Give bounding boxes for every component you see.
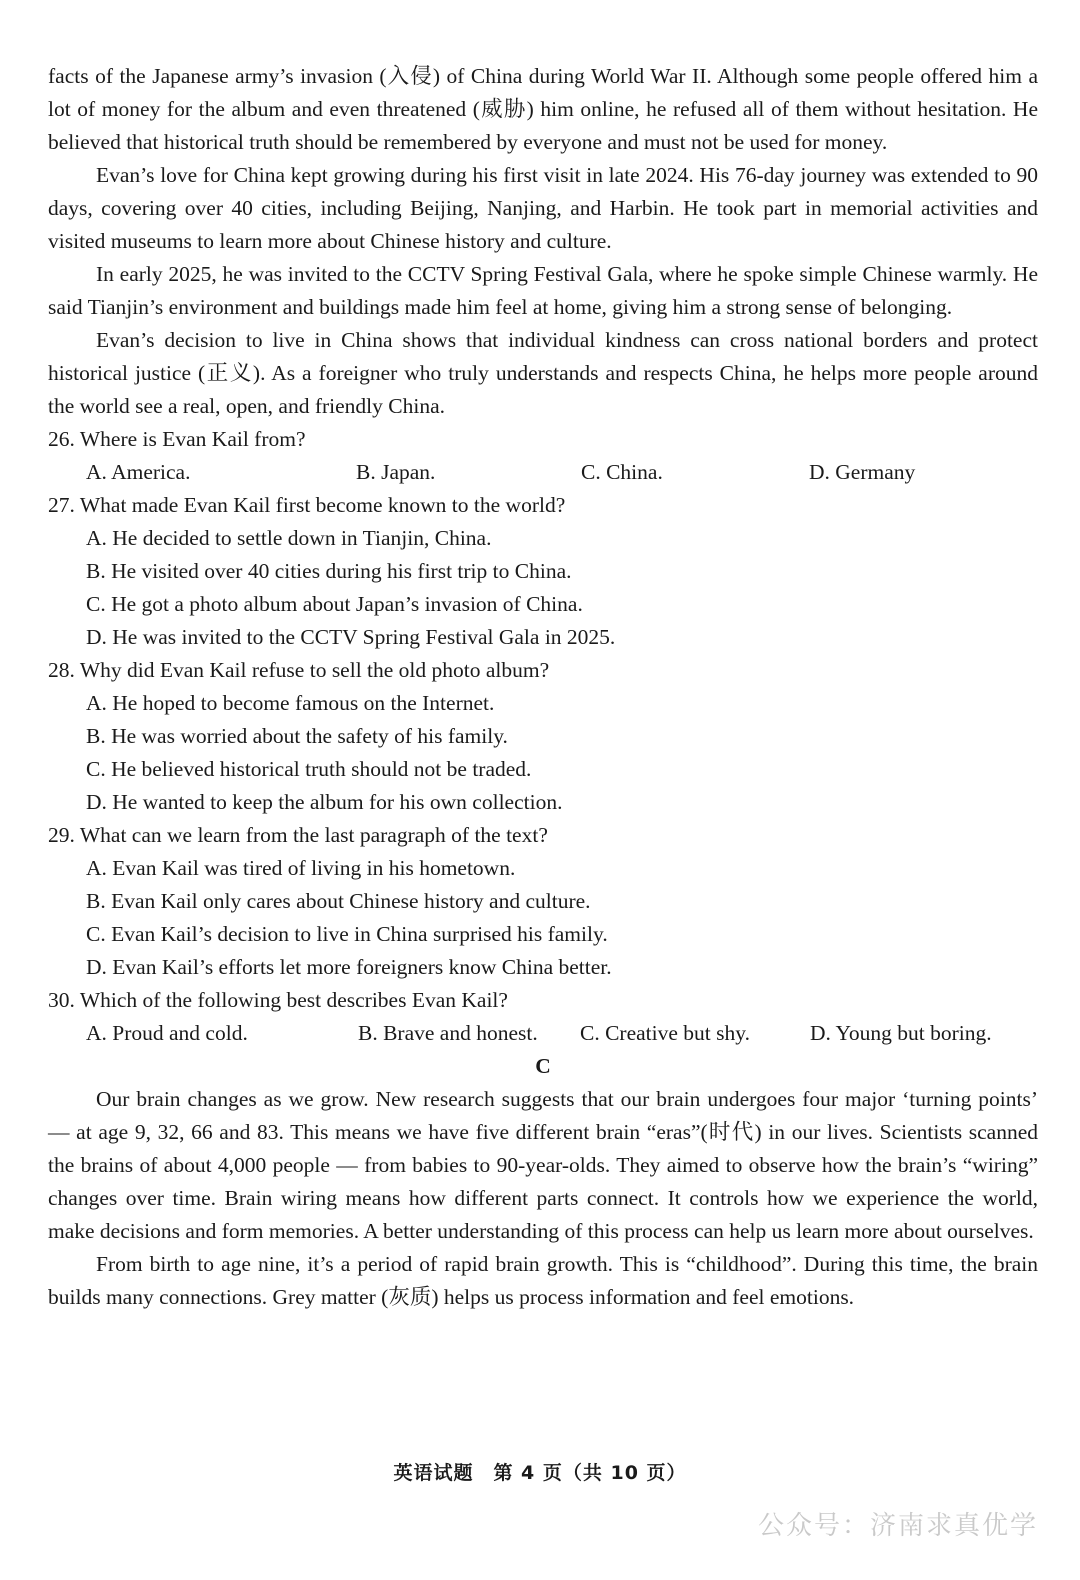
question-26-stem: 26. Where is Evan Kail from? (48, 427, 306, 451)
passage-b-paragraph-2: Evan’s love for China kept growing during his first visit in late 2024. His 76-day journey was extended to 90 days, covering over 40 cities, including Beijing, Nanjing, and Harbin. He took part in memorial activities and visited museums to learn more about Chinese history and culture. (48, 163, 1038, 253)
question-27-option-d: D. He was invited to the CCTV Spring Festival Gala in 2025. (86, 625, 616, 649)
question-29-option-c: C. Evan Kail’s decision to live in China surprised his family. (86, 922, 608, 946)
question-28-stem: 28. Why did Evan Kail refuse to sell the old photo album? (48, 658, 550, 682)
passage-c-paragraph-2: From birth to age nine, it’s a period of rapid brain growth. This is “childhood”. During this time, the brain builds many connections. Grey matter (灰质) helps us process information and feel emotions. (48, 1252, 1038, 1309)
question-28-option-c: C. He believed historical truth should not be traded. (86, 757, 532, 781)
passage-b-paragraph-1: facts of the Japanese army’s invasion (入侵) of China during World War II. Although some people offered him a lot of money for the album and even threatened (威胁) him online, he refused all of them without hesitation. He believed that historical truth should be remembered by everyone and must not be used for money. (48, 64, 1038, 154)
question-28-option-a: A. He hoped to become famous on the Internet. (86, 691, 495, 715)
question-28-option-b: B. He was worried about the safety of his family. (86, 724, 508, 748)
question-29-option-d: D. Evan Kail’s efforts let more foreigners know China better. (86, 955, 612, 979)
question-26-option-d: D. Germany (809, 460, 916, 484)
question-27-stem: 27. What made Evan Kail first become known to the world? (48, 493, 566, 517)
passage-b-paragraph-3: In early 2025, he was invited to the CCTV Spring Festival Gala, where he spoke simple Chinese warmly. He said Tianjin’s environment and buildings made him feel at home, giving him a strong sense of belonging. (48, 262, 1038, 319)
question-27-option-b: B. He visited over 40 cities during his first trip to China. (86, 559, 572, 583)
page-footer: 英语试题 第 4 页（共 10 页） (393, 1462, 687, 1484)
passage-c-heading: C (535, 1054, 551, 1078)
passage-b-paragraph-4: Evan’s decision to live in China shows that individual kindness can cross national borders and protect historical justice (正义). As a foreigner who truly understands and respects China, he helps more people around the world see a real, open, and friendly China. (48, 328, 1038, 418)
question-26-option-a: A. America. (86, 460, 191, 484)
question-27-option-a: A. He decided to settle down in Tianjin, China. (86, 526, 492, 550)
question-30-options (86, 1017, 1038, 1050)
question-30-option-a: A. Proud and cold. (86, 1021, 248, 1045)
question-30-option-c: C. Creative but shy. (580, 1021, 750, 1045)
question-28-option-d: D. He wanted to keep the album for his own collection. (86, 790, 563, 814)
question-26-option-c: C. China. (581, 460, 663, 484)
question-30-option-b: B. Brave and honest. (358, 1021, 538, 1045)
question-30-stem: 30. Which of the following best describes Evan Kail? (48, 988, 508, 1012)
question-29-option-a: A. Evan Kail was tired of living in his hometown. (86, 856, 516, 880)
passage-c-paragraph-1: Our brain changes as we grow. New research suggests that our brain undergoes four major ‘turning points’ — at age 9, 32, 66 and 83. This means we have five different brain “eras”(时代) in our lives. Scientists scanned the brains of about 4,000 people — from babies to 90-year-olds. They aimed to observe how the brain’s “wiring” changes over time. Brain wiring means how different parts connect. It controls how we experience the world, make decisions and form memories. A better understanding of this process can help us learn more about ourselves. (48, 1087, 1038, 1243)
question-30-option-d: D. Young but boring. (810, 1021, 992, 1045)
question-27-option-c: C. He got a photo album about Japan’s invasion of China. (86, 592, 583, 616)
question-26-options (86, 456, 1038, 489)
question-29-stem: 29. What can we learn from the last paragraph of the text? (48, 823, 548, 847)
question-26-option-b: B. Japan. (356, 460, 436, 484)
exam-page (48, 60, 1038, 1314)
watermark-text: 公众号：济南求真优学 (757, 1511, 1038, 1541)
question-29-option-b: B. Evan Kail only cares about Chinese history and culture. (86, 889, 591, 913)
